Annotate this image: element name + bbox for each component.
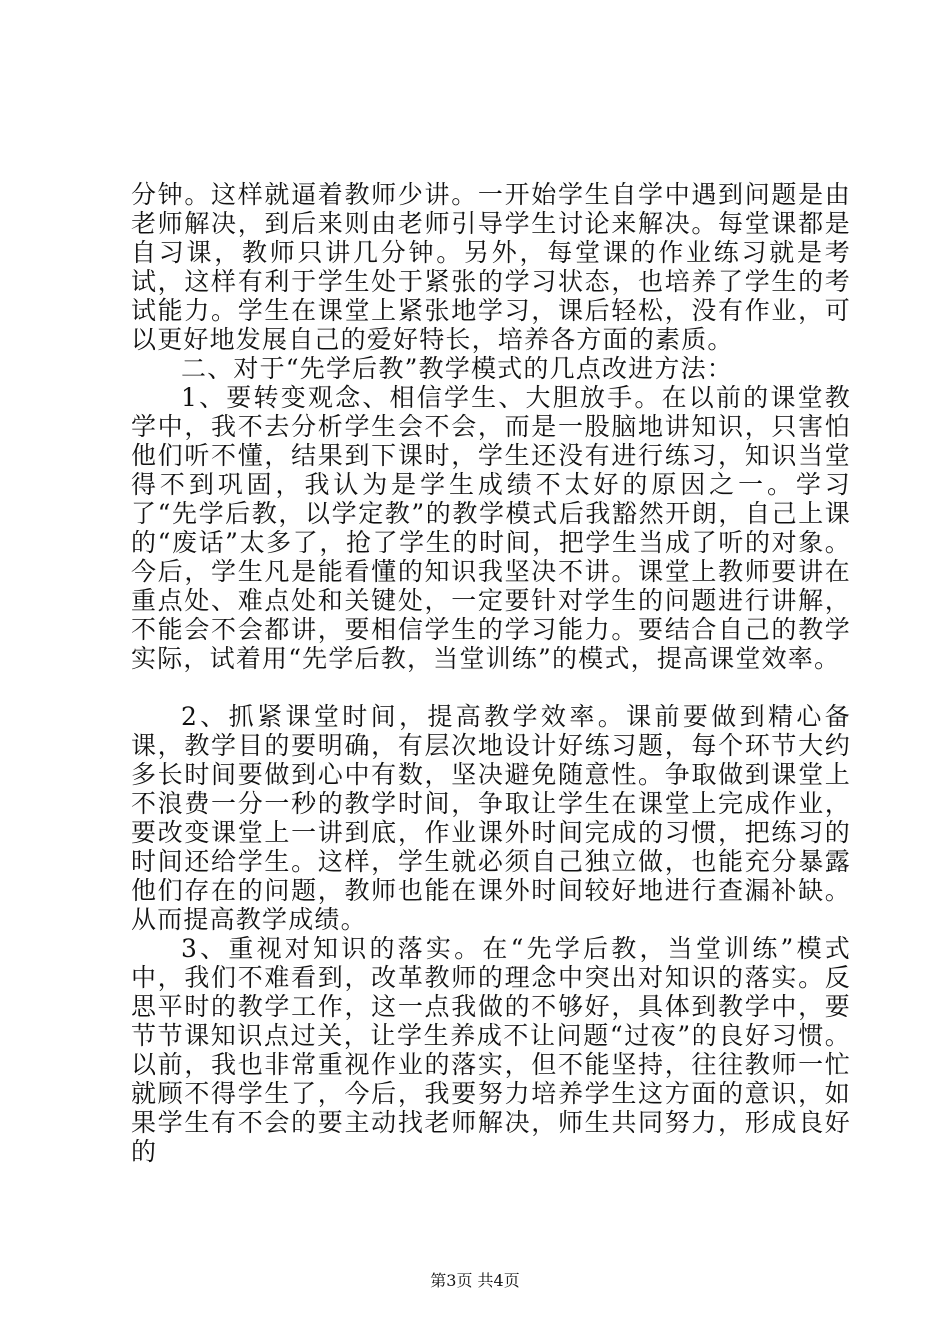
section-heading: 二、对于“先学后教”教学模式的几点改进方法： bbox=[181, 354, 733, 383]
page-footer: 第3页 共4页 bbox=[430, 1271, 520, 1290]
paragraph-point-3: 3、重视对知识的落实。在“先学后教，当堂训练”模式中，我们不难看到，改革教师的理念中突出对知识的落实。反思平时的教学工作，这一点我做的不够好，具体到教学中，要节节课知识点过关，让学生养成不让问题“过夜”的良好习惯。以前，我也非常重视作业的落实，但不能坚持，往往教师一忙就顾不得学生了，今后，我要努力培养学生这方面的意识，如果学生有不会的要主动找老师解决，师生共同努力，形成良好的 bbox=[131, 934, 851, 1166]
paragraph-point-2: 2、抓紧课堂时间，提高教学效率。课前要做到精心备课，教学目的要明确，有层次地设计好练习题，每个环节大约多长时间要做到心中有数，坚决避免随意性。争取做到课堂上不浪费一分一秒的教学时间，争取让学生在课堂上完成作业，要改变课堂上一讲到底，作业课外时间完成的习惯，把练习的时间还给学生。这样，学生就必须自己独立做，也能充分暴露他们存在的问题，教师也能在课外时间较好地进行查漏补缺。从而提高教学成绩。 bbox=[131, 702, 851, 934]
paragraph-continuation: 分钟。这样就逼着教师少讲。一开始学生自学中遇到问题是由老师解决，到后来则由老师引导学生讨论来解决。每堂课都是自习课，教师只讲几分钟。另外，每堂课的作业练习就是考试，这样有利于学生处于紧张的学习状态，也培养了学生的考试能力。学生在课堂上紧张地学习，课后轻松，没有作业，可以更好地发展自己的爱好特长，培养各方面的素质。 bbox=[131, 180, 851, 354]
paragraph-point-1: 1、要转变观念、相信学生、大胆放手。在以前的课堂教学中，我不去分析学生会不会，而是一股脑地讲知识，只害怕他们听不懂，结果到下课时，学生还没有进行练习，知识当堂得不到巩固，我认为是学生成绩不太好的原因之一。学习了“先学后教，以学定教”的教学模式后我豁然开朗，自己上课的“废话”太多了，抢了学生的时间，把学生当成了听的对象。今后，学生凡是能看懂的知识我坚决不讲。课堂上教师要讲在重点处、难点处和关键处，一定要针对学生的问题进行讲解，不能会不会都讲，要相信学生的学习能力。要结合自己的教学实际，试着用“先学后教，当堂训练”的模式，提高课堂效率。 bbox=[131, 383, 851, 673]
document-body bbox=[131, 180, 851, 1166]
